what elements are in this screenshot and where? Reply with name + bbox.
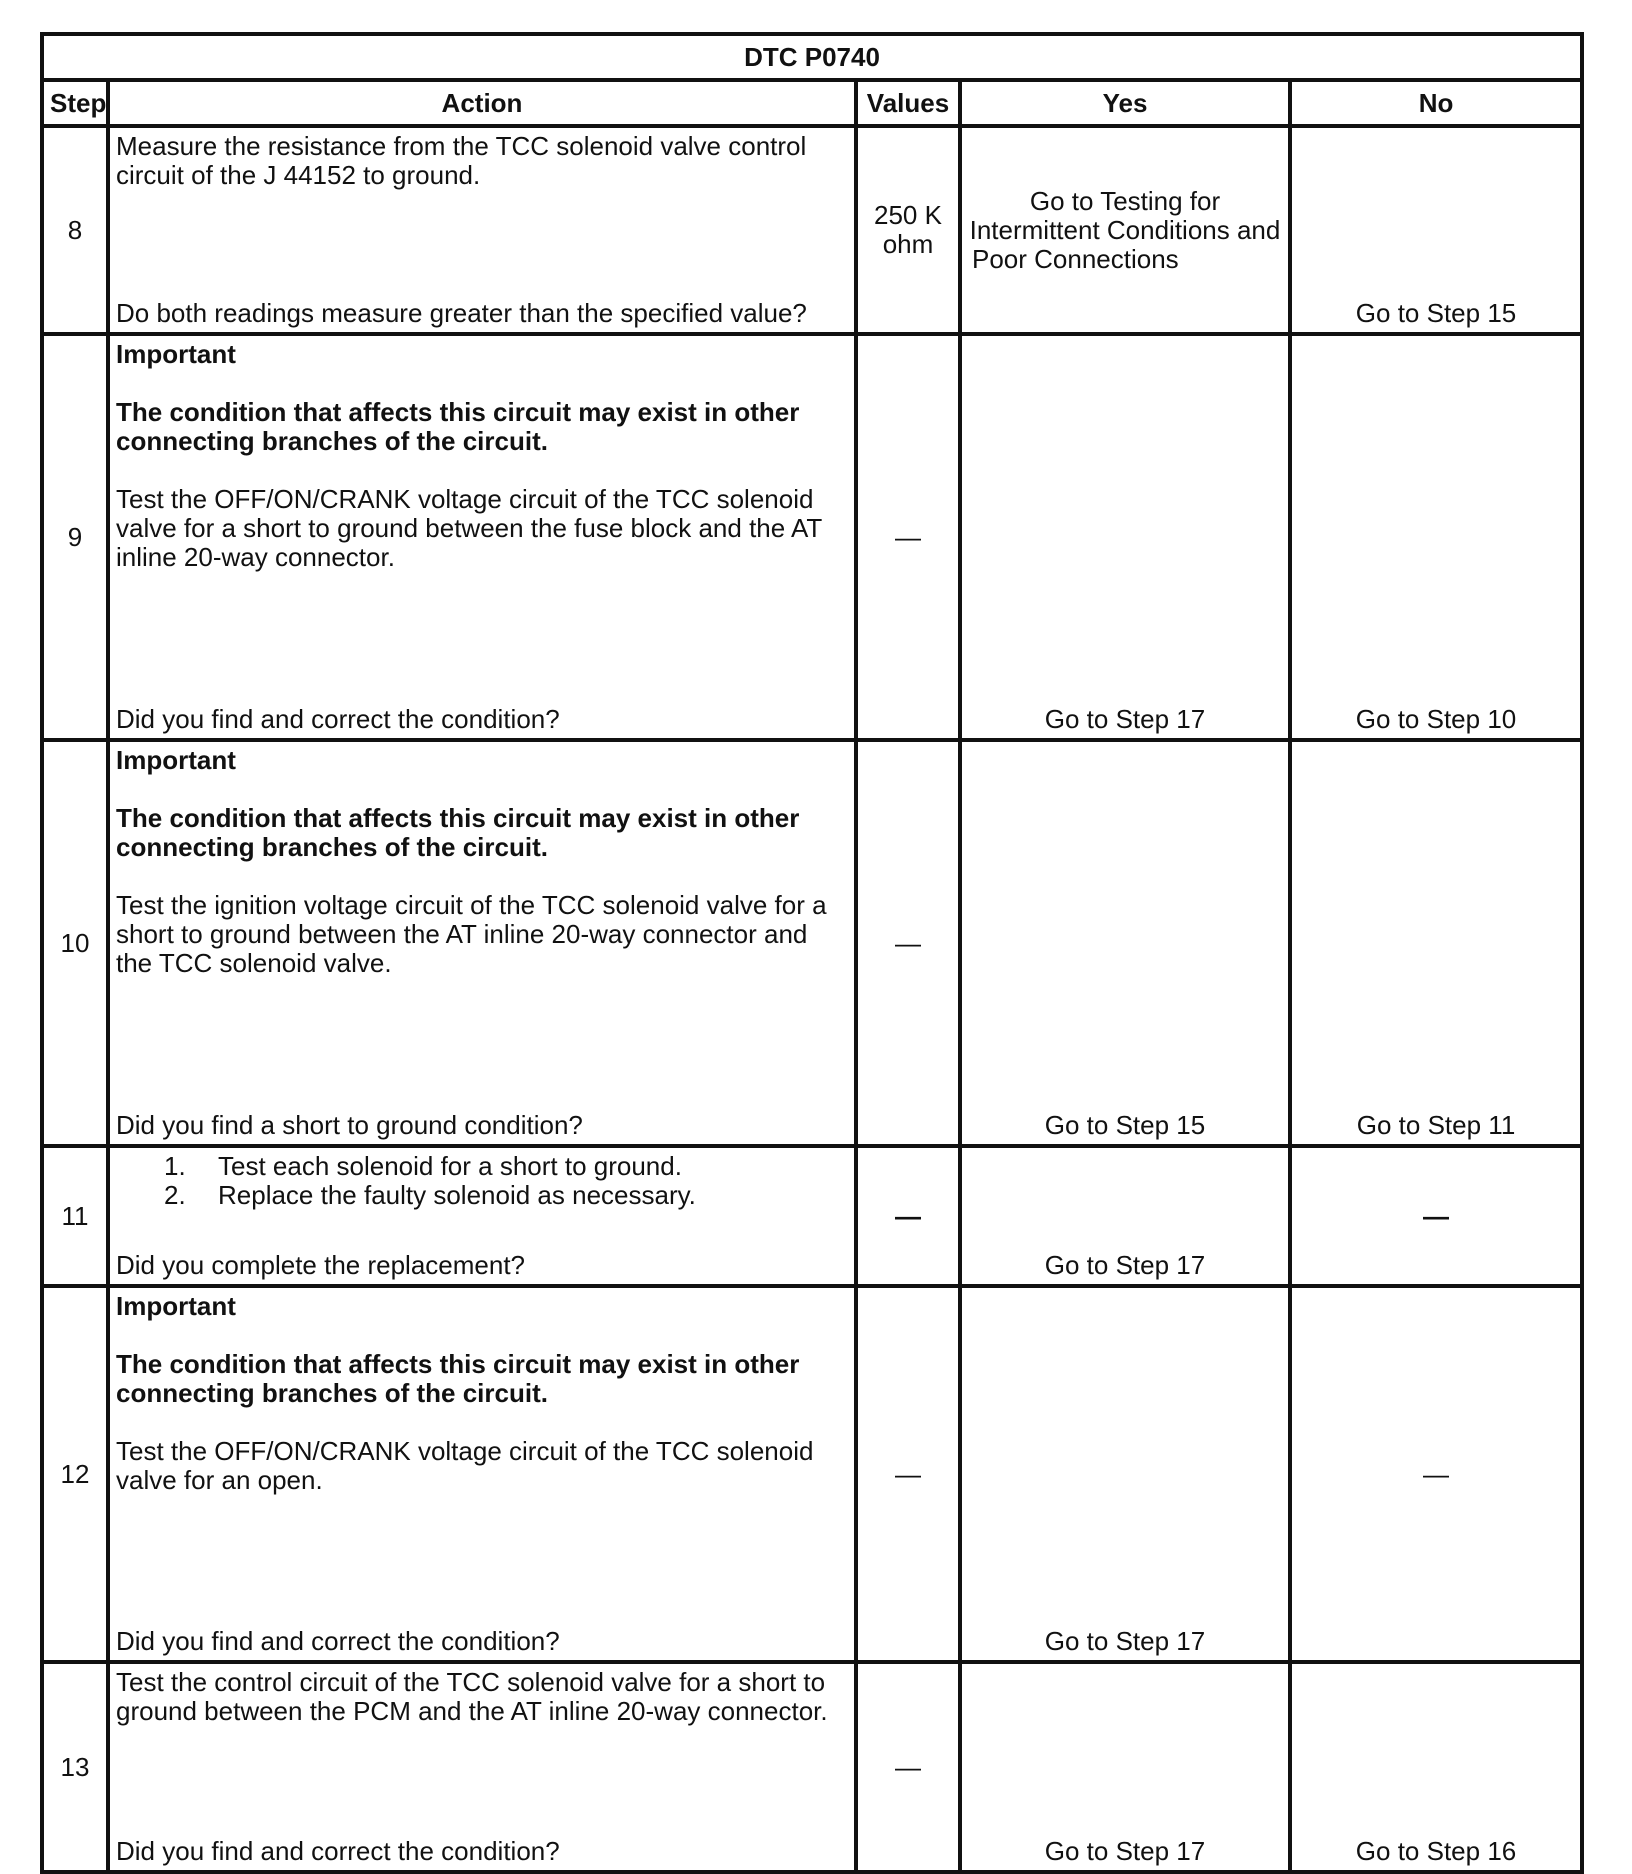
action-text: Test the ignition voltage circuit of the TCC solenoid valve for a short to ground between the AT inline 20-way connector and the TCC solenoid valve. — [116, 890, 827, 978]
header-action: Action — [108, 80, 856, 126]
table-row-step-11 — [42, 1146, 1582, 1286]
no-cell: Go to Step 11 — [1290, 740, 1582, 1146]
yes-cell: Go to Step 15 — [960, 740, 1290, 1146]
list-item: 1. Test each solenoid for a short to ground. — [164, 1151, 682, 1181]
step-number: 10 — [42, 740, 108, 1146]
yes-cell: Go to Step 17 — [960, 1662, 1290, 1872]
values-cell: 250 K ohm — [856, 126, 960, 334]
yes-cell — [960, 126, 1290, 334]
action-question: Did you find a short to ground condition? — [116, 1110, 583, 1140]
action-cell — [108, 1662, 856, 1872]
step-number: 13 — [42, 1662, 108, 1872]
list-item: 2. Replace the faulty solenoid as necessary. — [164, 1180, 696, 1210]
table-title: DTC P0740 — [42, 34, 1582, 80]
yes-line: Intermittent Conditions and — [969, 214, 1281, 245]
yes-line: Go to Testing for — [1029, 185, 1221, 216]
step-number: 12 — [42, 1286, 108, 1662]
important-label: Important — [116, 1291, 236, 1321]
action-list — [116, 1152, 848, 1210]
action-question: Did you find and correct the condition? — [116, 704, 560, 734]
no-cell: — — [1290, 1286, 1582, 1662]
action-text: Test the OFF/ON/CRANK voltage circuit of the TCC solenoid valve for an open. — [116, 1436, 814, 1495]
no-cell: Go to Step 16 — [1290, 1662, 1582, 1872]
important-note: The condition that affects this circuit may exist in other connecting branches of the circuit. — [116, 803, 800, 862]
action-cell — [108, 126, 856, 334]
values-cell: — — [856, 1146, 960, 1286]
yes-cell: Go to Step 17 — [960, 1286, 1290, 1662]
step-number: 9 — [42, 334, 108, 740]
action-text: Test the control circuit of the TCC solenoid valve for a short to ground between the PCM and the AT inline 20-way connector. — [116, 1667, 828, 1726]
important-label: Important — [116, 339, 236, 369]
action-cell — [108, 1286, 856, 1662]
no-cell: Go to Step 15 — [1290, 126, 1582, 334]
yes-line: Poor Connections — [972, 243, 1179, 274]
action-text: Test the OFF/ON/CRANK voltage circuit of the TCC solenoid valve for a short to ground between the fuse block and the AT inline 20-way connector. — [116, 484, 822, 572]
header-values: Values — [856, 80, 960, 126]
table-row-step-10 — [42, 740, 1582, 1146]
yes-cell: Go to Step 17 — [960, 1146, 1290, 1286]
action-text: Measure the resistance from the TCC solenoid valve control circuit of the J 44152 to ground. — [116, 131, 807, 190]
step-number: 8 — [42, 126, 108, 334]
yes-cell: Go to Step 17 — [960, 334, 1290, 740]
header-yes: Yes — [960, 80, 1290, 126]
action-question: Did you complete the replacement? — [116, 1250, 526, 1280]
step-number: 11 — [42, 1146, 108, 1286]
values-cell: — — [856, 740, 960, 1146]
values-cell: — — [856, 1662, 960, 1872]
action-cell — [108, 1146, 856, 1286]
table-row-step-12 — [42, 1286, 1582, 1662]
table-row-step-13 — [42, 1662, 1582, 1872]
values-cell: — — [856, 1286, 960, 1662]
header-no: No — [1290, 80, 1582, 126]
action-question: Did you find and correct the condition? — [116, 1626, 560, 1656]
important-note: The condition that affects this circuit may exist in other connecting branches of the circuit. — [116, 397, 800, 456]
no-cell: — — [1290, 1146, 1582, 1286]
header-step: Step — [42, 80, 108, 126]
table-row-step-8 — [42, 126, 1582, 334]
action-cell — [108, 334, 856, 740]
important-label: Important — [116, 745, 236, 775]
no-cell: Go to Step 10 — [1290, 334, 1582, 740]
important-note: The condition that affects this circuit may exist in other connecting branches of the circuit. — [116, 1349, 800, 1408]
action-question: Did you find and correct the condition? — [116, 1836, 560, 1866]
action-cell — [108, 740, 856, 1146]
action-question: Do both readings measure greater than the specified value? — [116, 298, 807, 328]
dtc-table — [40, 32, 1584, 1874]
values-cell: — — [856, 334, 960, 740]
table-row-step-9 — [42, 334, 1582, 740]
